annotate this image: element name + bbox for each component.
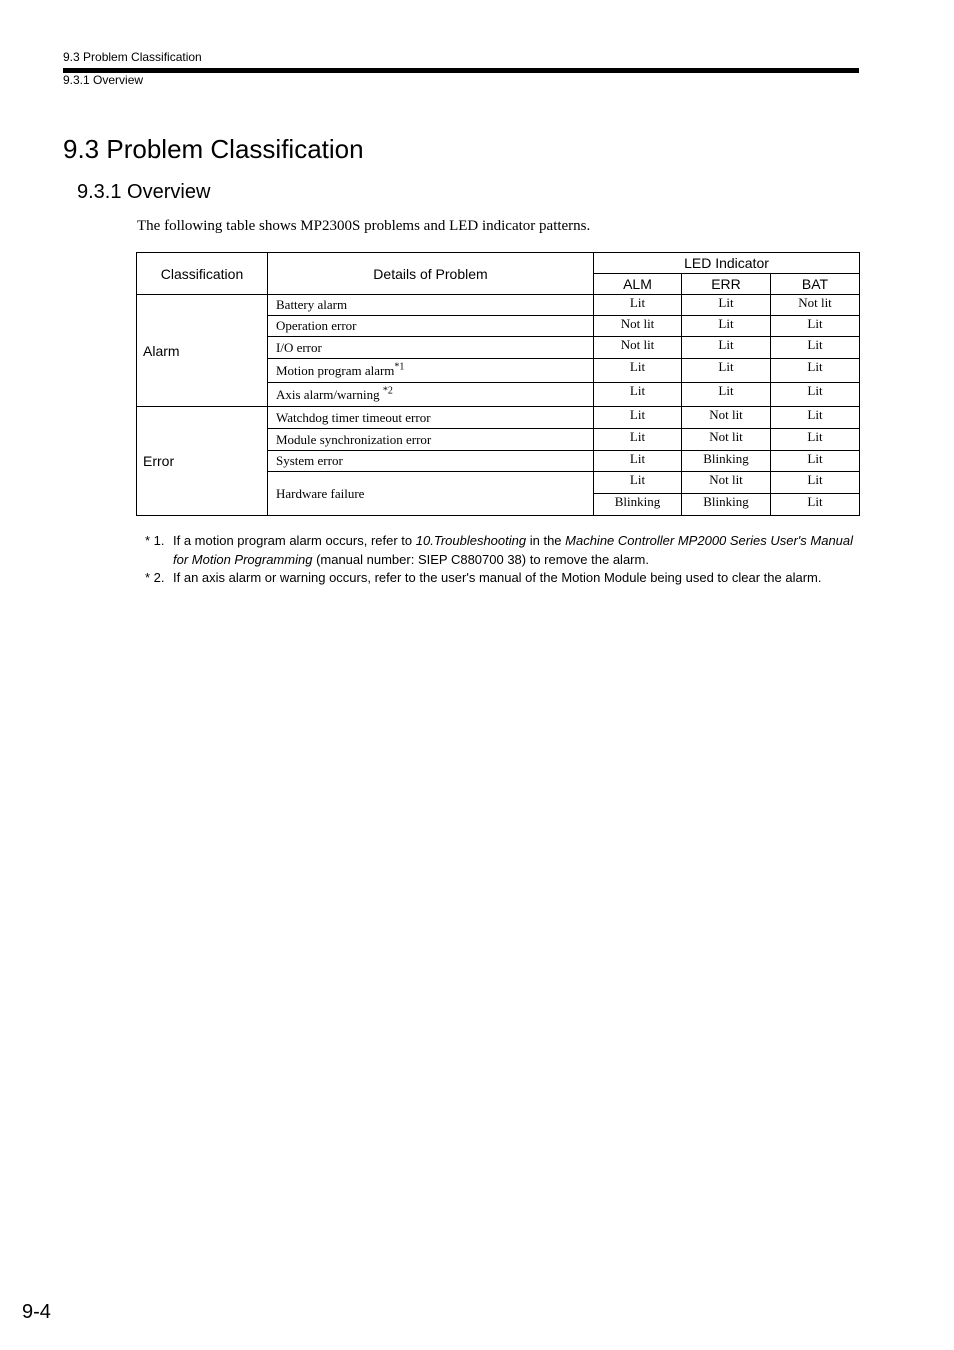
footnote-text: in the — [526, 533, 566, 548]
footnote-ref: *2 — [382, 385, 393, 397]
section-title: 9.3 Problem Classification — [63, 134, 364, 164]
footnote-mark: * 2. — [145, 570, 165, 585]
led-bat: Lit — [771, 472, 860, 494]
intro-paragraph: The following table shows MP2300S problems and LED indicator patterns. — [137, 218, 591, 234]
led-err: Blinking — [682, 494, 771, 516]
led-err: Not lit — [682, 472, 771, 494]
problem-detail: Watchdog timer timeout error — [268, 407, 594, 429]
footnote-2 — [145, 569, 865, 588]
led-bat: Lit — [771, 359, 860, 383]
header-led-indicator: LED Indicator — [594, 253, 860, 274]
problem-detail: I/O error — [268, 337, 594, 359]
led-alm: Not lit — [594, 337, 682, 359]
table-row — [137, 295, 860, 316]
footnote-text: If an axis alarm or warning occurs, refer to the user's manual of the Motion Module being used to clear the alarm. — [173, 570, 822, 585]
header-alm: ALM — [594, 274, 682, 295]
led-bat: Lit — [771, 451, 860, 472]
footnote-manual-title: Machine Controller MP2000 Series User's Manual for Motion Programming — [173, 533, 854, 567]
led-bat: Lit — [771, 407, 860, 429]
subsection-title: 9.3.1 Overview — [77, 181, 211, 203]
page-number: 9-4 — [22, 1301, 51, 1323]
led-alm: Lit — [594, 472, 682, 494]
problem-detail: System error — [268, 451, 594, 472]
problem-detail: Operation error — [268, 316, 594, 337]
footnote-ref: *1 — [394, 361, 405, 373]
table-row — [137, 407, 860, 429]
problem-detail: Hardware failure — [268, 472, 594, 516]
led-alm: Lit — [594, 359, 682, 383]
led-err: Lit — [682, 359, 771, 383]
led-alm: Blinking — [594, 494, 682, 516]
problem-detail: Battery alarm — [268, 295, 594, 316]
header-err: ERR — [682, 274, 771, 295]
footnote-text: If a motion program alarm occurs, refer to — [173, 533, 416, 548]
led-alm: Lit — [594, 295, 682, 316]
header-details: Details of Problem — [268, 253, 594, 295]
led-err: Lit — [682, 337, 771, 359]
running-header-section: 9.3 Problem Classification — [63, 50, 202, 64]
led-alm: Lit — [594, 383, 682, 407]
led-bat: Lit — [771, 316, 860, 337]
problem-detail — [268, 383, 594, 407]
led-alm: Not lit — [594, 316, 682, 337]
problem-detail: Module synchronization error — [268, 429, 594, 451]
led-bat: Lit — [771, 337, 860, 359]
led-err: Lit — [682, 383, 771, 407]
footnote-chapter-ref: 10.Troubleshooting — [415, 533, 527, 548]
led-bat: Lit — [771, 494, 860, 516]
footnote-1 — [145, 532, 865, 569]
led-err: Not lit — [682, 407, 771, 429]
led-err: Not lit — [682, 429, 771, 451]
led-err: Lit — [682, 316, 771, 337]
led-bat: Lit — [771, 383, 860, 407]
problem-detail — [268, 359, 594, 383]
led-err: Lit — [682, 295, 771, 316]
footnote-text: (manual number: SIEP C880700 38) to remove the alarm. — [312, 551, 649, 567]
header-bat: BAT — [771, 274, 860, 295]
led-alm: Lit — [594, 451, 682, 472]
problem-detail-text: Axis alarm/warning — [276, 386, 383, 402]
running-header — [63, 50, 202, 96]
running-header-subsection: 9.3.1 Overview — [63, 73, 144, 87]
footnote-mark: * 1. — [145, 533, 165, 548]
classification-error: Error — [137, 407, 268, 516]
header-rule — [63, 68, 859, 73]
led-bat: Lit — [771, 429, 860, 451]
footnotes — [145, 532, 865, 588]
led-err: Blinking — [682, 451, 771, 472]
problem-detail-text: Motion program alarm — [276, 362, 395, 378]
led-alm: Lit — [594, 407, 682, 429]
header-classification: Classification — [137, 253, 268, 295]
led-alm: Lit — [594, 429, 682, 451]
classification-alarm: Alarm — [137, 295, 268, 407]
problem-table — [136, 252, 860, 516]
led-bat: Not lit — [771, 295, 860, 316]
